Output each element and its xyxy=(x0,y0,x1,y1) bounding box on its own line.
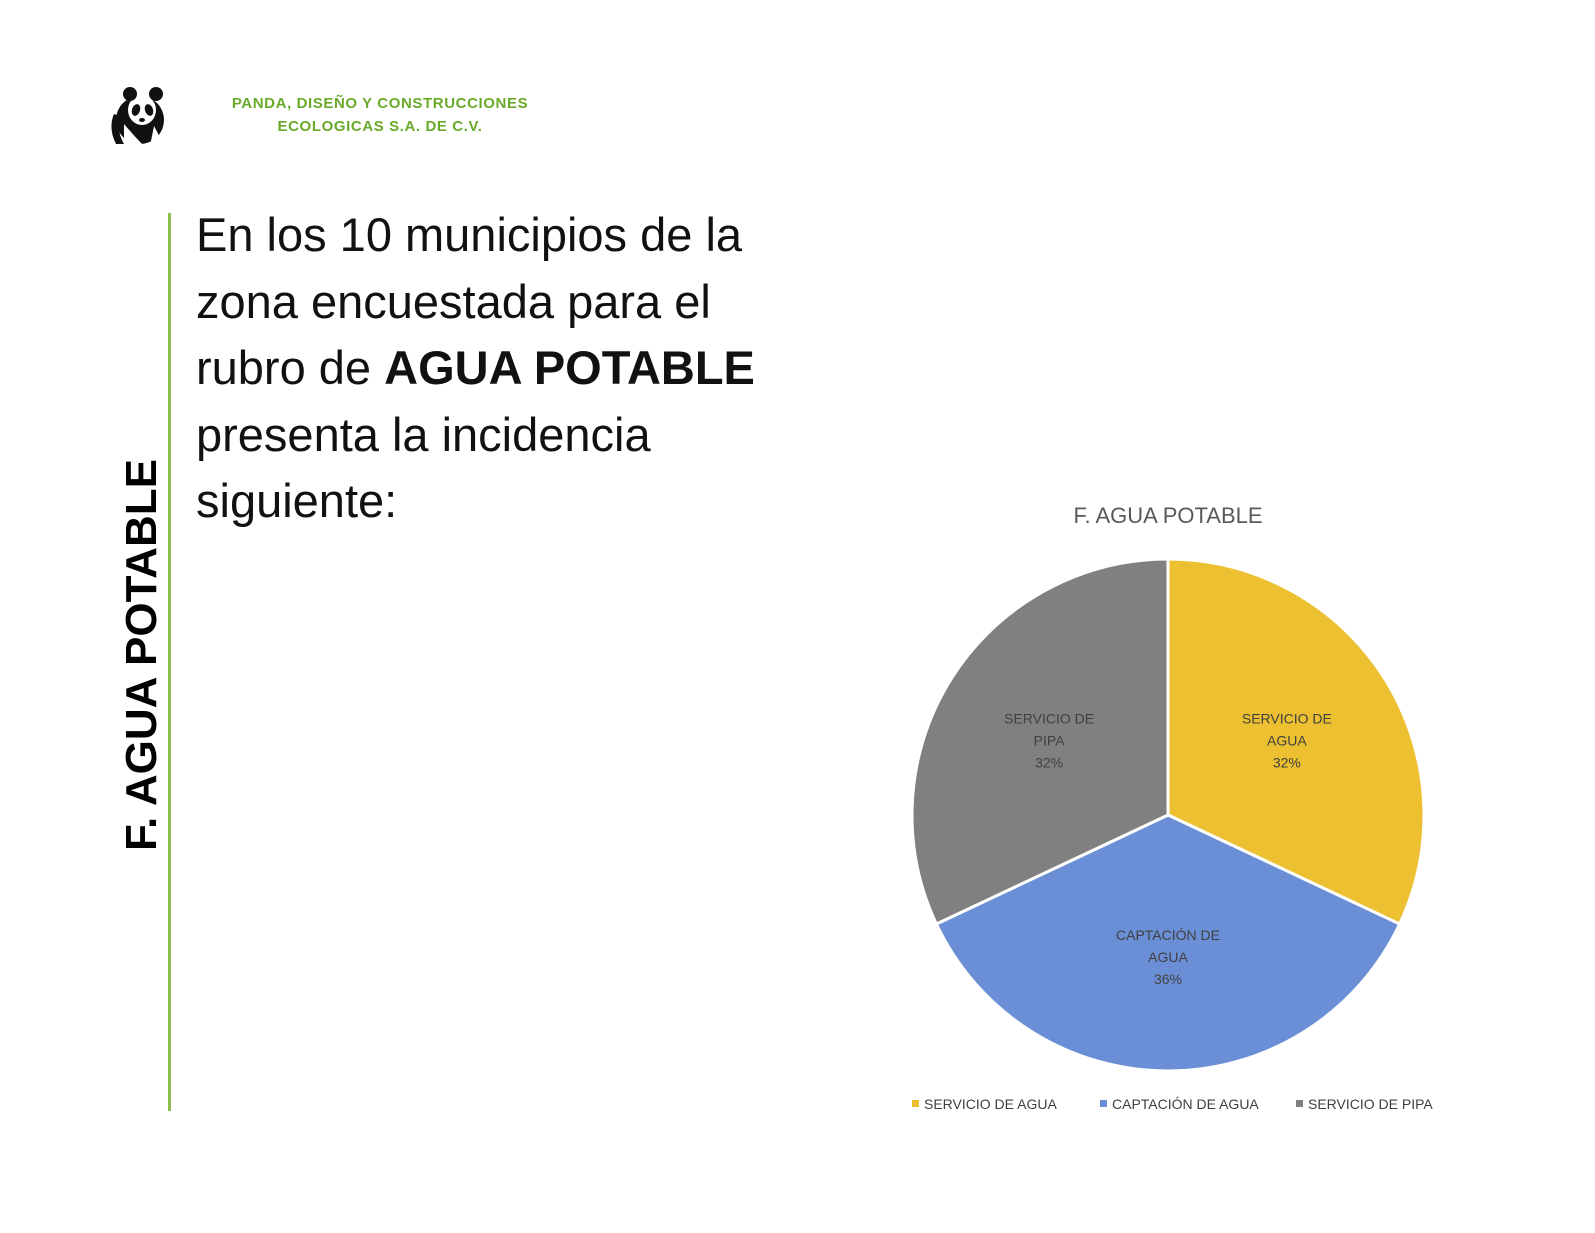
legend-item-captacion-de-agua xyxy=(1100,1096,1259,1112)
divider-line xyxy=(168,213,171,1111)
body-line2: zona encuestada para el xyxy=(196,274,711,328)
body-line3 xyxy=(196,335,846,402)
data-label-captacion-de-agua: CAPTACIÓN DE AGUA 36% xyxy=(1116,926,1220,987)
company-name xyxy=(200,92,560,138)
body-line3-bold: AGUA POTABLE xyxy=(384,341,755,394)
side-title: F. AGUA POTABLE xyxy=(117,459,166,851)
legend-label: CAPTACIÓN DE AGUA xyxy=(1112,1096,1259,1112)
data-label-servicio-de-agua: SERVICIO DE AGUA 32% xyxy=(1241,710,1332,771)
legend-swatch xyxy=(1296,1100,1303,1107)
pie-slices xyxy=(912,559,1424,1071)
legend-item-servicio-de-agua xyxy=(912,1096,1057,1112)
legend-swatch xyxy=(1100,1100,1107,1107)
panda-logo-icon xyxy=(104,84,174,148)
body-line1: En los 10 municipios de la xyxy=(196,208,743,261)
body-line5: siguiente: xyxy=(196,474,398,527)
pie-chart xyxy=(900,495,1520,1155)
chart-title: F. AGUA POTABLE xyxy=(1073,503,1263,528)
body-line4: presenta la incidencia xyxy=(196,407,651,461)
company-name-line2: ECOLOGICAS S.A. DE C.V. xyxy=(277,118,483,135)
legend-label: SERVICIO DE PIPA xyxy=(1308,1096,1433,1112)
legend-item-servicio-de-pipa xyxy=(1296,1096,1433,1112)
legend-label: SERVICIO DE AGUA xyxy=(924,1096,1057,1112)
chart-legend xyxy=(912,1096,1433,1112)
legend-swatch xyxy=(912,1100,919,1107)
data-label-servicio-de-pipa: SERVICIO DE PIPA 32% xyxy=(1004,710,1095,771)
company-name-line1: PANDA, DISEÑO Y CONSTRUCCIONES xyxy=(231,95,529,112)
body-line3-prefix: rubro de xyxy=(196,341,385,394)
body-paragraph xyxy=(196,202,846,535)
